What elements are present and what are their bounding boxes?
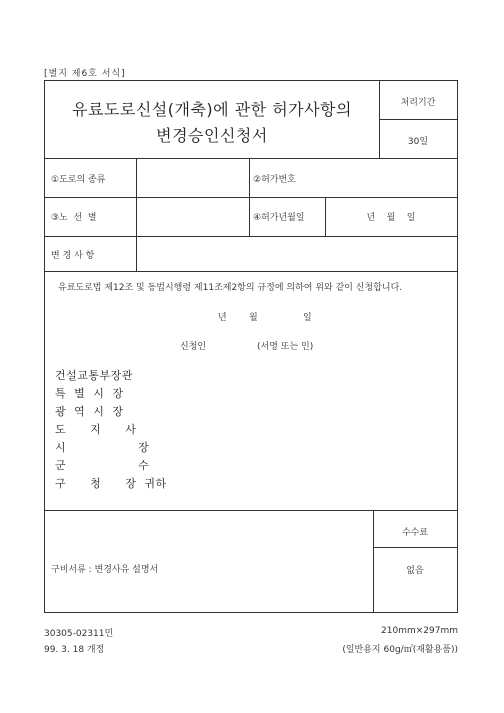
change-items-label: 변 경 사 항 (51, 251, 95, 261)
form-code: [별지 제6호 서식] (44, 69, 126, 79)
footer-form-code: 30305-02311민 (44, 629, 114, 639)
permit-number-label: ②허가번호 (253, 175, 296, 185)
fee-value: 없음 (406, 566, 424, 576)
recipient-line: 특 별 시 장 (55, 387, 124, 400)
road-type-label: ①도로의 종류 (51, 175, 106, 185)
applicant-label: 신청인 (180, 342, 207, 352)
recipient-line: 구 청 장 귀하 (55, 477, 167, 490)
statement-text: 유료도로법 제12조 및 동법시행령 제11조제2항의 규정에 의하여 위와 같이 신청합니다. (58, 283, 403, 293)
divider (136, 158, 137, 271)
footer-revision-date: 99. 3. 18 개정 (44, 645, 105, 655)
divider (45, 271, 457, 272)
divider (45, 510, 457, 511)
permit-date-label: ④허가년월일 (253, 213, 305, 223)
recipient-line: 시 장 (55, 441, 150, 454)
form-title-line1: 유료도로신설(개축)에 관한 허가사항의 (72, 100, 352, 119)
permit-date-value: 년 월 일 (366, 213, 416, 223)
divider (45, 236, 457, 237)
divider (45, 197, 457, 198)
processing-period-label: 처리기간 (400, 98, 436, 108)
recipient-line: 광 역 시 장 (55, 405, 124, 418)
recipient-line: 건설교통부장관 (55, 369, 133, 382)
statement-month: 월 (249, 313, 258, 323)
statement-year: 년 (218, 313, 227, 323)
required-documents: 구비서류 : 변경사유 설명서 (51, 565, 159, 575)
divider (45, 158, 457, 159)
statement-day: 일 (303, 313, 312, 323)
signature-note: (서명 또는 인) (257, 342, 314, 352)
recipient-line: 군 수 (55, 459, 150, 472)
form-frame (44, 80, 458, 613)
divider (373, 547, 457, 548)
route-label: ③노 선 별 (51, 213, 97, 223)
divider (379, 119, 457, 120)
fee-label: 수수료 (401, 528, 429, 538)
recipient-line: 도 지 사 (55, 423, 137, 436)
processing-period-value: 30일 (407, 137, 429, 147)
footer-paper-size: 210mm×297mm (381, 626, 458, 636)
form-title-line2: 변경승인신청서 (156, 126, 268, 145)
divider (249, 158, 250, 236)
footer-paper-spec: (일반용지 60g/㎡(재활용품)) (342, 645, 458, 655)
